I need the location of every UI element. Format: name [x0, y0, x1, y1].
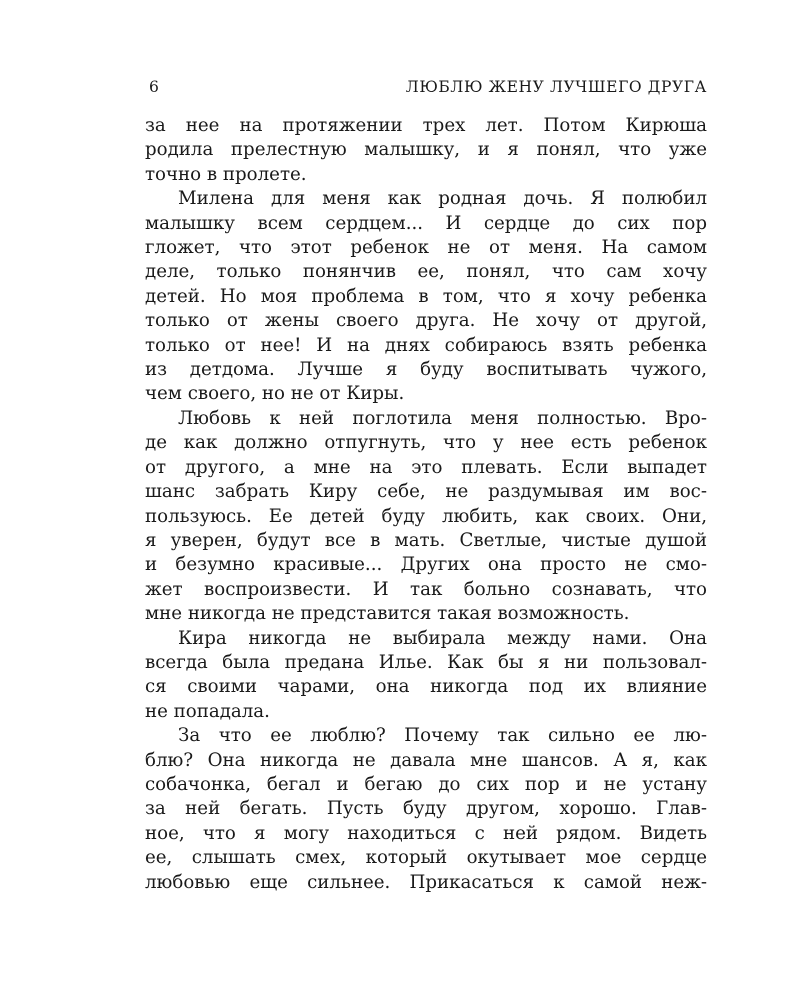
text-line: мне никогда не представится такая возможность.: [145, 603, 630, 625]
text-line: всегда была предана Илье. Как бы я ни пользовал-: [145, 651, 707, 673]
text-line: Кира никогда не выбирала между нами. Она: [178, 627, 707, 649]
text-line: деле, только понянчив ее, понял, что сам хочу: [145, 261, 707, 283]
text-line: чем своего, но не от Киры.: [145, 383, 405, 405]
text-line: Милена для меня как родная дочь. Я полюбил: [178, 188, 707, 210]
text-line: собачонка, бегал и бегаю до сих пор и не устану: [145, 773, 707, 795]
text-line: детей. Но моя проблема в том, что я хочу ребенка: [145, 285, 707, 307]
book-title: ЛЮБЛЮ ЖЕНУ ЛУЧШЕГО ДРУГА: [405, 78, 707, 96]
paragraph: [145, 724, 707, 895]
text-line: родила прелестную малышку, и я понял, что уже: [145, 139, 707, 161]
text-line: блю? Она никогда не давала мне шансов. А я, как: [145, 749, 707, 771]
running-head: [145, 78, 707, 102]
body-text: [145, 114, 707, 895]
book-page: [145, 78, 707, 895]
paragraph: [145, 114, 707, 187]
text-line: ное, что я могу находиться с ней рядом. Видеть: [145, 822, 707, 844]
page-number: 6: [149, 78, 160, 96]
paragraph: [145, 187, 707, 407]
text-line: пользуюсь. Ее детей буду любить, как своих. Они,: [145, 505, 707, 527]
text-line: от другого, а мне на это плевать. Если выпадет: [145, 456, 707, 478]
text-line: ее, слышать смех, который окутывает мое сердце: [145, 847, 707, 869]
text-line: ся своими чарами, она никогда под их влияние: [145, 676, 707, 698]
paragraph: [145, 627, 707, 725]
text-line: не попадала.: [145, 700, 270, 722]
text-line: За что ее люблю? Почему так сильно ее лю-: [178, 725, 707, 747]
text-line: я уверен, будут все в мать. Светлые, чистые душой: [145, 529, 707, 551]
text-line: гложет, что этот ребенок не от меня. На самом: [145, 237, 707, 259]
text-line: жет воспроизвести. И так больно сознавать, что: [145, 578, 707, 600]
text-line: и безумно красивые... Других она просто не смо-: [145, 554, 707, 576]
paragraph: [145, 407, 707, 627]
text-line: только от нее! И на днях собираюсь взять ребенка: [145, 334, 707, 356]
text-line: малышку всем сердцем... И сердце до сих пор: [145, 212, 707, 234]
text-line: за ней бегать. Пусть буду другом, хорошо. Глав-: [145, 798, 707, 820]
text-line: только от жены своего друга. Не хочу от другой,: [145, 310, 707, 332]
text-line: шанс забрать Киру себе, не раздумывая им вос-: [145, 481, 707, 503]
text-line: из детдома. Лучше я буду воспитывать чужого,: [145, 359, 707, 381]
text-line: точно в пролете.: [145, 163, 307, 185]
text-line: любовью еще сильнее. Прикасаться к самой неж-: [145, 871, 707, 893]
text-line: Любовь к ней поглотила меня полностью. Вро-: [178, 407, 707, 429]
text-line: де как должно отпугнуть, что у нее есть ребенок: [145, 432, 707, 454]
text-line: за нее на протяжении трех лет. Потом Кирюша: [145, 115, 707, 136]
